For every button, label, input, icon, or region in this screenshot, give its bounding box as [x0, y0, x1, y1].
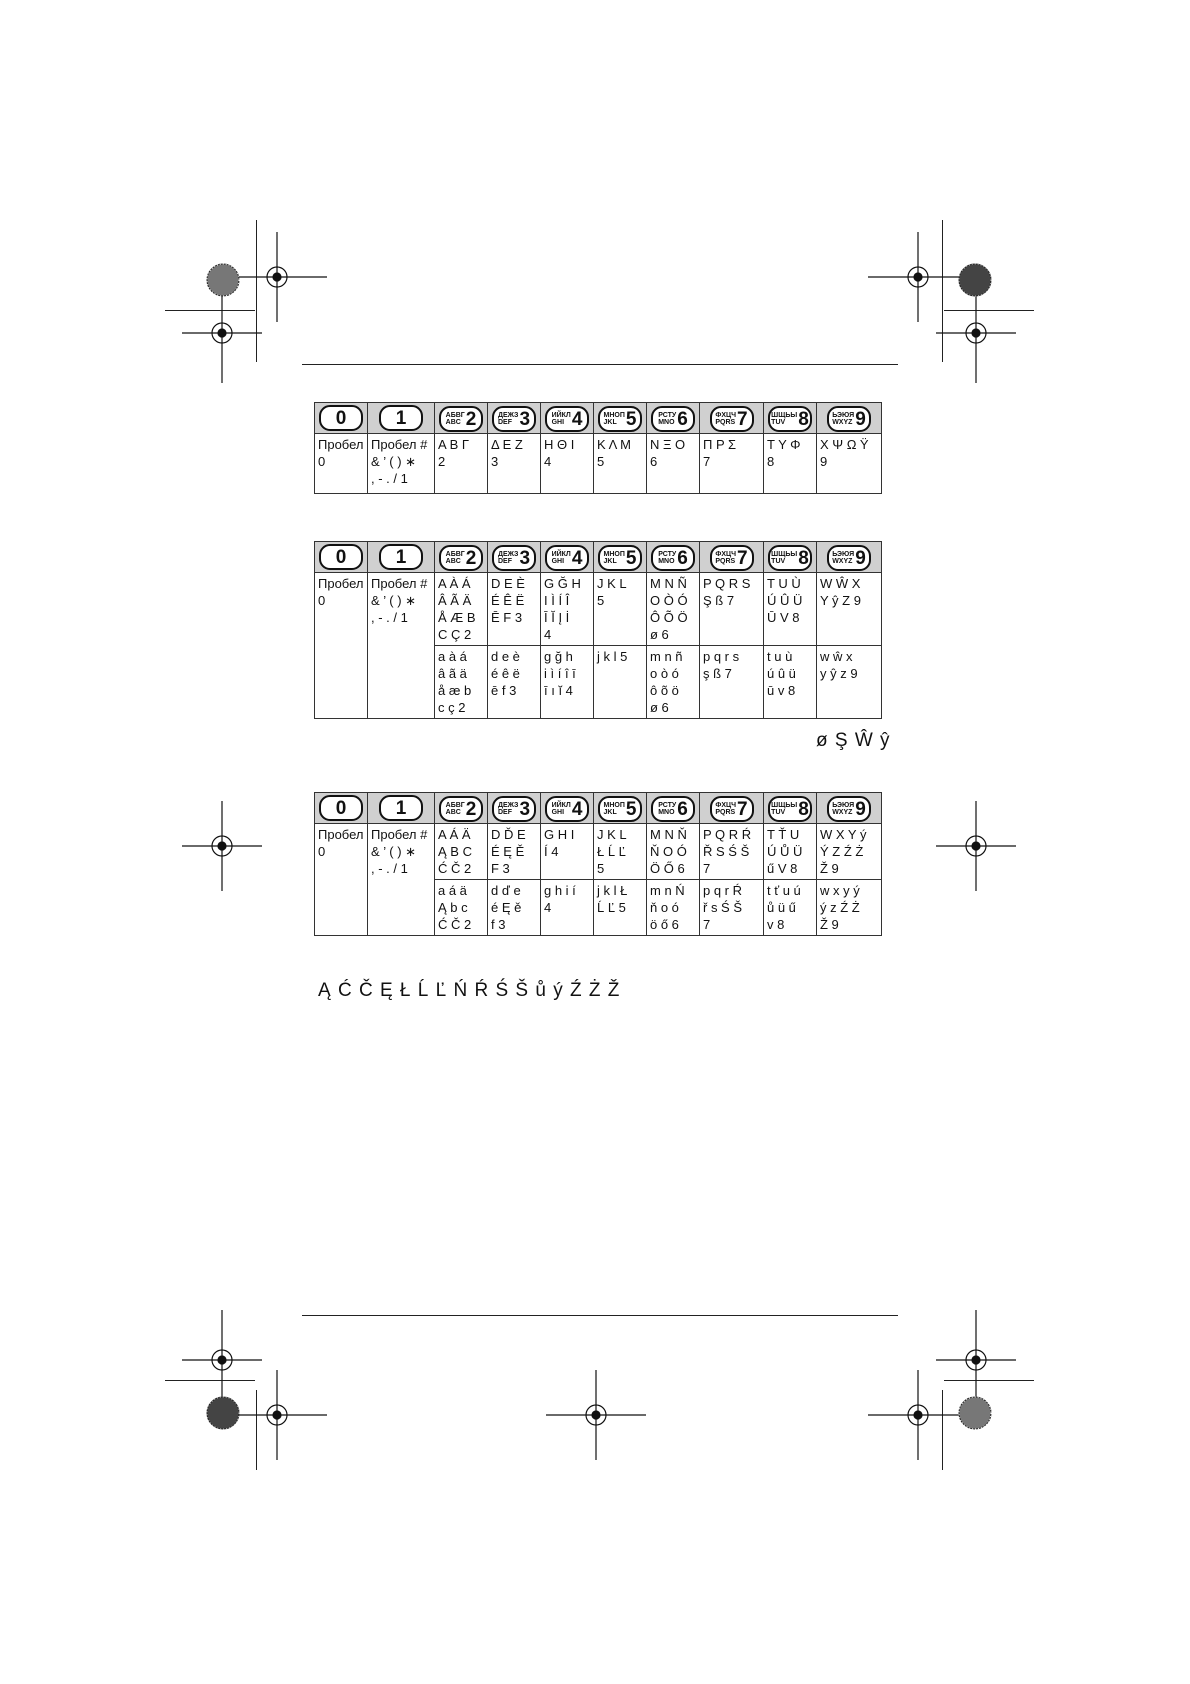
key-number: 8 — [798, 798, 809, 820]
key-number: 2 — [465, 547, 477, 569]
keypad-key-6-icon — [651, 545, 695, 571]
key-number: 9 — [855, 547, 866, 569]
character-cell: Пробел # & ’ ( ) ∗ , - . / 1 — [368, 573, 435, 719]
key-sub-latin: JKL — [603, 809, 617, 816]
key-number: 3 — [519, 408, 531, 430]
keypad-key-3-icon — [492, 545, 536, 571]
character-cell: J K L Ł Ĺ Ľ 5 — [594, 824, 647, 880]
key-sub-cyrillic: АБВГ — [445, 802, 465, 809]
key-header-cell — [700, 542, 764, 573]
key-sub-cyrillic: АБВГ — [445, 412, 465, 419]
key-number: 1 — [395, 546, 407, 568]
key-sub-latin: PQRS — [715, 809, 736, 816]
key-header-cell — [435, 542, 488, 573]
character-cell: M N Ñ O Ò Ó Ô Õ Ö ø 6 — [647, 573, 700, 646]
character-cell: p q r Ŕ ř s Ś Š 7 — [700, 880, 764, 936]
key-sub-cyrillic: ЬЭЮЯ — [832, 802, 855, 809]
key-sub-latin: WXYZ — [832, 419, 853, 426]
key-number: 7 — [737, 408, 748, 430]
keypad-key-3-icon — [492, 406, 536, 432]
key-header-cell — [368, 403, 435, 434]
keypad-key-1-icon — [379, 544, 423, 570]
character-cell: P Q R S Ş ß 7 — [700, 573, 764, 646]
keypad-key-6-icon — [651, 796, 695, 822]
character-cell: Пробел # & ’ ( ) ∗ , - . / 1 — [368, 824, 435, 936]
character-cell: W X Y ý Ý Z Ź Ż Ž 9 — [817, 824, 882, 880]
key-number: 1 — [395, 797, 407, 819]
key-header-cell — [368, 542, 435, 573]
key-header-cell — [647, 542, 700, 573]
key-sub-latin: MNO — [658, 809, 675, 816]
character-cell: Пробел 0 — [315, 824, 368, 936]
table-row — [315, 573, 882, 646]
keypad-key-5-icon — [598, 796, 642, 822]
key-sub-latin: GHI — [551, 558, 565, 565]
keypad-key-6-icon — [651, 406, 695, 432]
character-cell: P Q R Ŕ Ř S Ś Š 7 — [700, 824, 764, 880]
key-number: 0 — [335, 797, 347, 819]
keypad-key-8-icon — [768, 545, 812, 571]
character-cell: m n ñ o ò ó ô õ ö ø 6 — [647, 646, 700, 719]
keypad-key-9-icon — [827, 406, 871, 432]
keypad-key-7-icon — [710, 406, 754, 432]
key-header-cell — [594, 542, 647, 573]
character-cell: g ğ h i ì í î ī ī ı ĭ 4 — [541, 646, 594, 719]
key-number: 5 — [625, 798, 637, 820]
key-sub-latin: DEF — [497, 419, 512, 426]
keypad-key-1-icon — [379, 405, 423, 431]
key-header-cell — [647, 403, 700, 434]
key-header-cell — [488, 542, 541, 573]
key-header-cell — [764, 403, 817, 434]
keypad-key-4-icon — [545, 545, 589, 571]
key-header-cell — [541, 793, 594, 824]
character-cell: j k l Ł Ĺ Ľ 5 — [594, 880, 647, 936]
character-cell: Π Ρ Σ 7 — [700, 434, 764, 494]
character-cell: Τ Υ Φ 8 — [764, 434, 817, 494]
keypad-key-2-icon — [439, 545, 483, 571]
key-sub-cyrillic: ИЙКЛ — [551, 802, 571, 809]
key-sub-cyrillic: МНОП — [603, 412, 625, 419]
character-cell: j k l 5 — [594, 646, 647, 719]
character-cell: J K L 5 — [594, 573, 647, 646]
keypad-key-4-icon — [545, 796, 589, 822]
key-sub-cyrillic: МНОП — [603, 802, 625, 809]
key-number: 9 — [855, 408, 866, 430]
keypad-key-4-icon — [545, 406, 589, 432]
key-header-cell — [764, 542, 817, 573]
key-header-cell — [541, 542, 594, 573]
key-number: 6 — [677, 408, 688, 430]
key-header-cell — [817, 542, 882, 573]
keypad-key-0-icon — [319, 795, 363, 821]
keypad-key-5-icon — [598, 545, 642, 571]
keypad-key-8-icon — [768, 796, 812, 822]
key-header-cell — [700, 403, 764, 434]
key-sub-cyrillic: ИЙКЛ — [551, 412, 571, 419]
key-number: 4 — [571, 798, 583, 820]
table-row — [315, 434, 882, 494]
key-number: 7 — [737, 798, 748, 820]
key-sub-cyrillic: ШЩЬЫ — [771, 551, 798, 558]
keypad-key-0-icon — [319, 544, 363, 570]
key-sub-latin: JKL — [603, 558, 617, 565]
key-sub-latin: DEF — [497, 558, 512, 565]
key-row — [315, 542, 882, 573]
key-sub-latin: DEF — [497, 809, 512, 816]
key-table-greek — [314, 402, 882, 494]
key-sub-latin: ABC — [445, 419, 461, 426]
key-sub-latin: JKL — [603, 419, 617, 426]
key-sub-cyrillic: ШЩЬЫ — [771, 412, 798, 419]
character-cell: M N Ň Ň O Ó Ö Ő 6 — [647, 824, 700, 880]
key-sub-latin: PQRS — [715, 419, 736, 426]
key-sub-cyrillic: ЬЭЮЯ — [832, 551, 855, 558]
character-cell: Δ Ε Ζ 3 — [488, 434, 541, 494]
keypad-key-5-icon — [598, 406, 642, 432]
key-header-cell — [315, 403, 368, 434]
character-cell: p q r s ş ß 7 — [700, 646, 764, 719]
keypad-key-9-icon — [827, 545, 871, 571]
key-header-cell — [315, 793, 368, 824]
key-sub-cyrillic: РСТУ — [658, 551, 677, 558]
key-sub-cyrillic: ДЕЖЗ — [497, 551, 519, 558]
key-number: 1 — [395, 407, 407, 429]
key-sub-cyrillic: ДЕЖЗ — [497, 802, 519, 809]
key-number: 3 — [519, 547, 531, 569]
key-number: 9 — [855, 798, 866, 820]
character-cell: t u ù ú û ü ū v 8 — [764, 646, 817, 719]
character-cell: D E È É Ê Ë Ē F 3 — [488, 573, 541, 646]
keypad-key-2-icon — [439, 796, 483, 822]
keypad-key-8-icon — [768, 406, 812, 432]
character-cell: Α Β Γ 2 — [435, 434, 488, 494]
key-sub-cyrillic: ИЙКЛ — [551, 551, 571, 558]
key-header-cell — [594, 403, 647, 434]
character-cell: g h i í 4 — [541, 880, 594, 936]
key-number: 0 — [335, 546, 347, 568]
key-sub-cyrillic: ФХЦЧ — [715, 551, 737, 558]
key-sub-cyrillic: ФХЦЧ — [715, 412, 737, 419]
key-row — [315, 403, 882, 434]
key-number: 6 — [677, 798, 688, 820]
character-cell: a à á â ã ä å æ b c ç 2 — [435, 646, 488, 719]
key-number: 5 — [625, 408, 637, 430]
key-header-cell — [594, 793, 647, 824]
character-cell: W Ŵ X Y ŷ Z 9 — [817, 573, 882, 646]
character-cell: G H I Í 4 — [541, 824, 594, 880]
key-table-central-european — [314, 792, 882, 936]
key-number: 4 — [571, 547, 583, 569]
key-number: 4 — [571, 408, 583, 430]
key-row — [315, 793, 882, 824]
keypad-key-0-icon — [319, 405, 363, 431]
character-cell: t ť u ú ů ü ű v 8 — [764, 880, 817, 936]
key-header-cell — [435, 403, 488, 434]
keypad-key-7-icon — [710, 796, 754, 822]
key-header-cell — [315, 542, 368, 573]
key-number: 8 — [798, 408, 809, 430]
key-sub-cyrillic: ФХЦЧ — [715, 802, 737, 809]
key-sub-latin: MNO — [658, 419, 675, 426]
key-number: 5 — [625, 547, 637, 569]
key-sub-latin: TUV — [771, 558, 786, 565]
key-number: 2 — [465, 798, 477, 820]
keypad-key-2-icon — [439, 406, 483, 432]
key-header-cell — [817, 403, 882, 434]
character-cell: a á ä Ą b c Ć Č 2 — [435, 880, 488, 936]
extra-characters: Ą Ć Č Ę Ł Ĺ Ľ Ń Ŕ Ś Š ů ý Ź Ż Ž — [318, 980, 621, 1001]
key-table-latin-extended — [314, 541, 882, 719]
key-sub-latin: GHI — [551, 809, 565, 816]
character-cell: Κ Λ Μ 5 — [594, 434, 647, 494]
key-sub-latin: ABC — [445, 809, 461, 816]
key-header-cell — [700, 793, 764, 824]
key-number: 2 — [465, 408, 477, 430]
character-cell: w ŵ x y ŷ z 9 — [817, 646, 882, 719]
table-row — [315, 824, 882, 880]
key-sub-latin: PQRS — [715, 558, 736, 565]
keypad-key-9-icon — [827, 796, 871, 822]
key-header-cell — [647, 793, 700, 824]
key-sub-cyrillic: РСТУ — [658, 802, 677, 809]
extra-characters: ø Ş Ŵ ŷ — [816, 730, 891, 751]
character-cell: Χ Ψ Ω Ϋ 9 — [817, 434, 882, 494]
key-sub-cyrillic: АБВГ — [445, 551, 465, 558]
key-number: 8 — [798, 547, 809, 569]
key-sub-cyrillic: ЬЭЮЯ — [832, 412, 855, 419]
character-cell: Пробел # & ’ ( ) ∗ , - . / 1 — [368, 434, 435, 494]
key-header-cell — [817, 793, 882, 824]
key-header-cell — [764, 793, 817, 824]
key-sub-cyrillic: ШЩЬЫ — [771, 802, 798, 809]
keypad-key-1-icon — [379, 795, 423, 821]
character-cell: Пробел 0 — [315, 434, 368, 494]
key-sub-cyrillic: МНОП — [603, 551, 625, 558]
key-header-cell — [435, 793, 488, 824]
character-cell: G Ğ H I Ì Í Î Ī Ĭ Į İ 4 — [541, 573, 594, 646]
key-sub-cyrillic: РСТУ — [658, 412, 677, 419]
character-cell: d e è é ê ë ē f 3 — [488, 646, 541, 719]
keypad-key-7-icon — [710, 545, 754, 571]
key-sub-latin: TUV — [771, 419, 786, 426]
key-number: 3 — [519, 798, 531, 820]
key-sub-latin: WXYZ — [832, 558, 853, 565]
character-cell: T U Ù Ú Û Ü Ū V 8 — [764, 573, 817, 646]
keypad-key-3-icon — [492, 796, 536, 822]
character-cell: T Ť U Ú Ů Ü ű V 8 — [764, 824, 817, 880]
key-header-cell — [368, 793, 435, 824]
key-header-cell — [488, 793, 541, 824]
character-cell: A À Á Â Ã Ä Å Æ B C Ç 2 — [435, 573, 488, 646]
key-sub-latin: ABC — [445, 558, 461, 565]
key-sub-latin: MNO — [658, 558, 675, 565]
key-sub-cyrillic: ДЕЖЗ — [497, 412, 519, 419]
character-cell: Η Θ Ι 4 — [541, 434, 594, 494]
key-number: 7 — [737, 547, 748, 569]
character-cell: d ď e é Ę ě f 3 — [488, 880, 541, 936]
character-cell: D Ď E É Ę Ě F 3 — [488, 824, 541, 880]
key-number: 6 — [677, 547, 688, 569]
character-cell: A Á Ä Ą B C Ć Č 2 — [435, 824, 488, 880]
key-sub-latin: WXYZ — [832, 809, 853, 816]
key-header-cell — [541, 403, 594, 434]
key-number: 0 — [335, 407, 347, 429]
key-sub-latin: GHI — [551, 419, 565, 426]
character-cell: m n Ń ň o ó ö ő 6 — [647, 880, 700, 936]
character-cell: Пробел 0 — [315, 573, 368, 719]
key-sub-latin: TUV — [771, 809, 786, 816]
character-cell: w x y ý ý z Ź Ż Ž 9 — [817, 880, 882, 936]
character-cell: Ν Ξ Ο 6 — [647, 434, 700, 494]
key-header-cell — [488, 403, 541, 434]
